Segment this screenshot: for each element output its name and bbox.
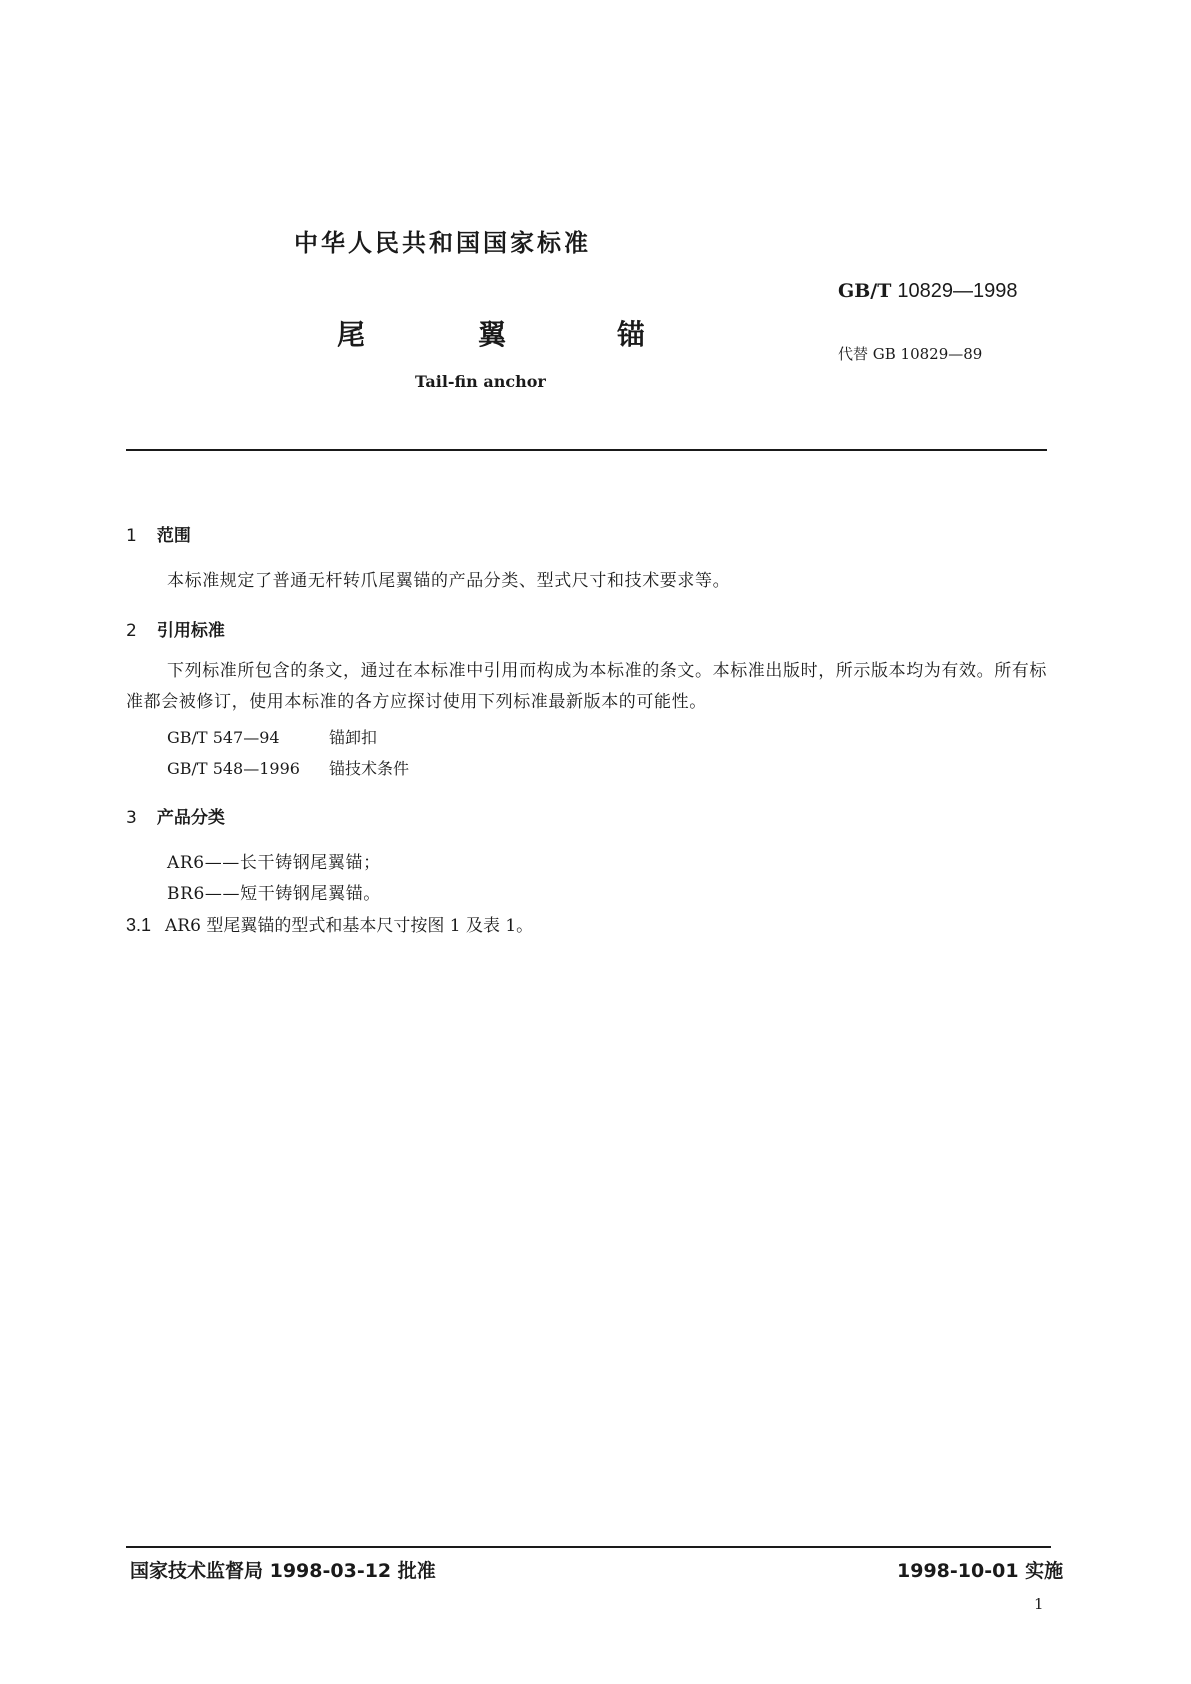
- section-heading-classification: [126, 803, 225, 828]
- references-paragraph: 下列标准所包含的条文，通过在本标准中引用而构成为本标准的条文。本标准出版时，所示版本均为有效。所有标准都会被修订，使用本标准的各方应探讨使用下列标准最新版本的可能性。: [126, 661, 1047, 712]
- reference-code: GB/T 548—1996: [167, 759, 300, 778]
- section-title: 产品分类: [156, 808, 225, 828]
- document-title-char-3: 锚: [617, 318, 646, 351]
- section-heading-scope: [126, 521, 191, 546]
- implementation-date: 1998-10-01 实施: [897, 1560, 1064, 1582]
- page-number: 1: [1034, 1595, 1044, 1613]
- section-number: 1: [126, 526, 137, 546]
- reference-code: GB/T 547—94: [167, 728, 280, 747]
- document-title-char-2: 翼: [478, 318, 507, 351]
- reference-name: 锚技术条件: [329, 759, 410, 778]
- document-title-char-1: 尾: [337, 318, 366, 351]
- standard-code-prefix: GB/T: [838, 280, 892, 302]
- standard-code: [838, 280, 1018, 303]
- section-heading-references: [126, 616, 225, 641]
- classification-item-br6: BR6——短干铸钢尾翼锚。: [167, 884, 381, 904]
- section-number: 2: [126, 621, 137, 641]
- section-title: 引用标准: [156, 621, 225, 641]
- standard-code-number: 10829—1998: [897, 280, 1018, 302]
- approval-date: 国家技术监督局 1998-03-12 批准: [130, 1560, 436, 1582]
- header-divider: [126, 449, 1047, 451]
- english-title: Tail-fin anchor: [415, 372, 546, 391]
- section-title: 范围: [156, 526, 191, 546]
- subsection-text: AR6 型尾翼锚的型式和基本尺寸按图 1 及表 1。: [165, 916, 534, 936]
- section-number: 3: [126, 808, 137, 828]
- reference-item: [167, 756, 409, 779]
- subsection-3-1: [126, 911, 533, 936]
- subsection-number: 3.1: [126, 915, 152, 935]
- replaces-standard: 代替 GB 10829—89: [838, 345, 983, 363]
- footer-divider: [126, 1546, 1051, 1548]
- classification-item-ar6: AR6——长干铸钢尾翼锚；: [167, 853, 381, 873]
- scope-paragraph: 本标准规定了普通无杆转爪尾翼锚的产品分类、型式尺寸和技术要求等。: [167, 571, 731, 591]
- reference-item: [167, 725, 377, 748]
- national-standard-title: 中华人民共和国国家标准: [294, 229, 591, 257]
- reference-name: 锚卸扣: [329, 728, 378, 747]
